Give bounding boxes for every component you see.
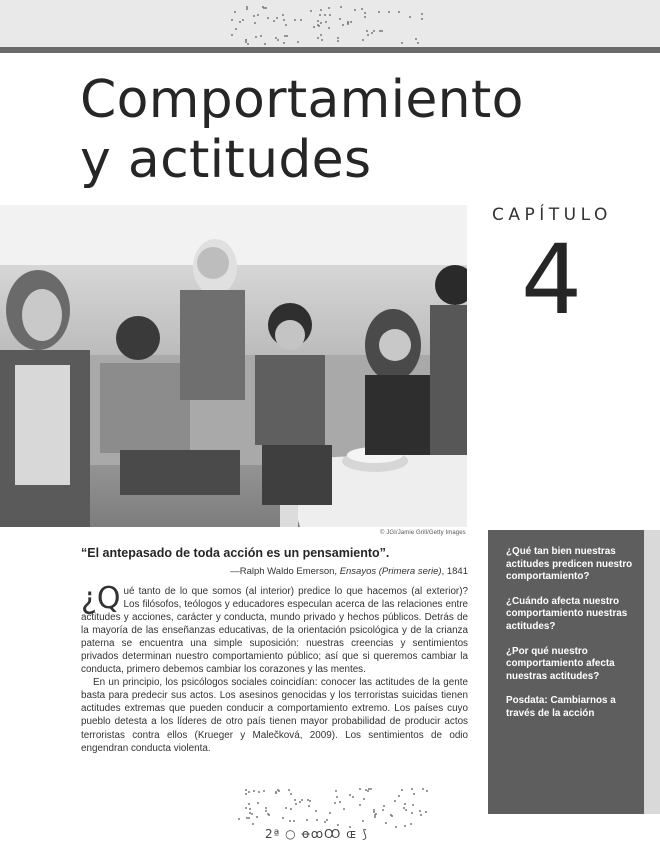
epigraph-year: , 1841 [441,566,468,577]
dot [352,796,354,798]
dot [239,21,241,23]
dot [234,11,236,13]
dot [370,788,372,790]
dot [265,810,267,812]
dot [308,805,310,807]
dot [294,19,296,21]
dot [245,39,247,41]
dot [334,802,336,804]
dot [283,19,285,21]
dot [425,811,427,813]
dot [257,14,259,16]
outline-item: Posdata: Cambiarnos a través de la acción [506,695,616,719]
dot [249,808,251,810]
dot [371,32,373,34]
dot [258,791,260,793]
dot [350,21,352,23]
dot [325,21,327,23]
dot [326,819,328,821]
dot [354,9,356,11]
dot [254,22,256,24]
dot [361,8,363,10]
dot [395,826,397,828]
dot [275,37,277,39]
dot [288,789,290,791]
dot [284,35,286,37]
epigraph-author: —Ralph Waldo Emerson, [230,566,340,577]
dot [420,814,422,816]
dot [409,16,411,18]
dot [231,19,233,21]
dot [245,789,247,791]
dot [378,11,380,13]
dot [255,36,257,38]
dot [336,796,338,798]
dot [364,12,366,14]
chapter-label: CAPÍTULO [492,205,612,225]
group-of-friends-photo [0,205,467,527]
dot [382,809,384,811]
dot [257,802,259,804]
dot [403,807,405,809]
dot [398,11,400,13]
dot [245,807,247,809]
dot [385,822,387,824]
dot [313,26,315,28]
dot [337,824,339,826]
dot [285,24,287,26]
dot [401,42,403,44]
dot [368,788,370,790]
dot [401,789,403,791]
dot [276,17,278,19]
dot [295,803,297,805]
dot [362,39,364,41]
sidebar-edge [644,530,660,814]
dot [405,809,407,811]
dot [290,793,292,795]
dot [342,24,344,26]
top-dot-pattern [230,6,430,44]
dot [277,789,279,791]
dot [347,23,349,25]
chapter-title-line1: Comportamiento [80,70,524,130]
chapter-title [80,70,524,190]
drop-cap: ¿Q [81,581,121,616]
dot [362,820,364,822]
paragraph-2: En un principio, los psicólogos sociales coincidían: conocer las actitudes de la gente basta para predecir sus actos. Los asesinos genocidas y los terroristas suicidas tienen actitudes extremas que pueden conducir a comportamiento extremo. Los países cuyo pueblo detesta a los líderes de otro país tienen mayor probabilidad de producir actos terroristas contra ellos (Krueger y Malečková, 2009). Los sentimientos de odio engendran conducta violenta. [81,677,468,754]
dot [367,790,369,792]
dot [404,825,406,827]
dot [366,30,368,32]
dot [340,6,342,8]
dot [412,804,414,806]
dot [335,790,337,792]
dot [299,801,301,803]
dot [320,22,322,24]
dot [417,42,419,44]
paragraph-1-text: ué tanto de lo que somos (al interior) predice lo que hacemos (al exterior)? Los filósofos, teólogos y educadores especulan acerca de las relaciones entre actitudes y acciones, carácter y conducta, mundo privado y hechos públicos. Detrás de la mayoría de las enseñanzas educativas, de la orientación psicológica y de la crianza paterna se encuentra una simple suposición: nuestras creencias y sentimientos privados determinan nuestro comportamiento público; así que si queremos cambiar la conducta, primero debemos cambiar los corazones y las mentes. [81,586,468,676]
dot [374,816,376,818]
dot [320,9,322,11]
dot [413,793,415,795]
dot [359,788,361,790]
dot [264,43,266,45]
dot [415,38,417,40]
dot [373,809,375,811]
dot [388,11,390,13]
dot [317,20,319,22]
dot [263,790,265,792]
dot [267,17,269,19]
dot [290,808,292,810]
dot [297,41,299,43]
dot [286,35,288,37]
dot [422,788,424,790]
dot [253,15,255,17]
dot [265,7,267,9]
dot [317,24,319,26]
dot [248,817,250,819]
dot [301,799,303,801]
dot [289,820,291,822]
dot [426,790,428,792]
dot [324,14,326,16]
dot [238,818,240,820]
outline-item: ¿Cuándo afecta nuestro comportamiento nuestras actitudes? [506,595,628,632]
dot [367,34,369,36]
dot [316,819,318,821]
dot [404,803,406,805]
dot [419,810,421,812]
dot [373,30,375,32]
dot [381,30,383,32]
dot [349,794,351,796]
dot [231,34,233,36]
dot [383,805,385,807]
dot [411,788,413,790]
top-band [0,0,660,47]
dot [285,807,287,809]
dot [410,823,412,825]
dot [307,799,309,801]
dot [242,19,244,21]
dot [252,823,254,825]
epigraph-quote: “El antepasado de toda acción es un pensamiento”. [81,546,390,560]
dot [329,812,331,814]
dot [398,795,400,797]
dot [260,35,262,37]
dot [282,14,284,16]
dot [328,7,330,9]
dot [359,804,361,806]
dot [339,801,341,803]
dot [294,799,296,801]
dot [315,810,317,812]
dot [343,808,345,810]
dot [337,40,339,42]
body-text [81,581,468,755]
dot [421,13,423,15]
dot [411,812,413,814]
dot [262,6,264,8]
dot [256,816,258,818]
dot [337,37,339,39]
dot [293,820,295,822]
epigraph-attribution [230,566,468,577]
dot [253,790,255,792]
dot [300,19,302,21]
dot [245,793,247,795]
dot [306,819,308,821]
chapter-number: 4 [521,224,583,336]
dot [319,14,321,16]
dot [282,817,284,819]
dot [283,42,285,44]
dot [365,789,367,791]
dot [235,28,237,30]
dot [309,800,311,802]
paragraph-1 [81,581,468,676]
dot [246,817,248,819]
dot [248,803,250,805]
dot [247,43,249,45]
chapter-photo [0,205,467,527]
bottom-dot-pattern [228,788,428,828]
chapter-title-line2: y actitudes [80,130,372,190]
dot [248,791,250,793]
dot [277,39,279,41]
dot [339,18,341,20]
dot [321,39,323,41]
dot [364,16,366,18]
dot [329,14,331,16]
epigraph-source: Ensayos (Primera serie) [339,566,442,577]
outline-item: ¿Qué tan bien nuestras actitudes predicen nuestro comportamiento? [506,546,633,583]
dot [265,807,267,809]
dot [328,27,330,29]
footer-mark: 2ª ○ ꝋꝏꝎ ɶ ⟆ [265,827,368,841]
dot [390,814,392,816]
chapter-outline-list [506,546,636,733]
dot [324,821,326,823]
dot [320,34,322,36]
dot [275,792,277,794]
chapter-outline-box [488,530,644,814]
photo-credit: © JGI/Jamie Grill/Getty Images [380,530,466,536]
dot [394,800,396,802]
dot [317,37,319,39]
dot [310,10,312,12]
dot [246,8,248,10]
dot [421,18,423,20]
dot [251,813,253,815]
outline-item: ¿Por qué nuestro comportamiento afecta nuestras actitudes? [506,645,615,682]
dot [379,30,381,32]
dot [267,813,269,815]
dot [273,20,275,22]
dot [363,798,365,800]
top-rule [0,47,660,53]
